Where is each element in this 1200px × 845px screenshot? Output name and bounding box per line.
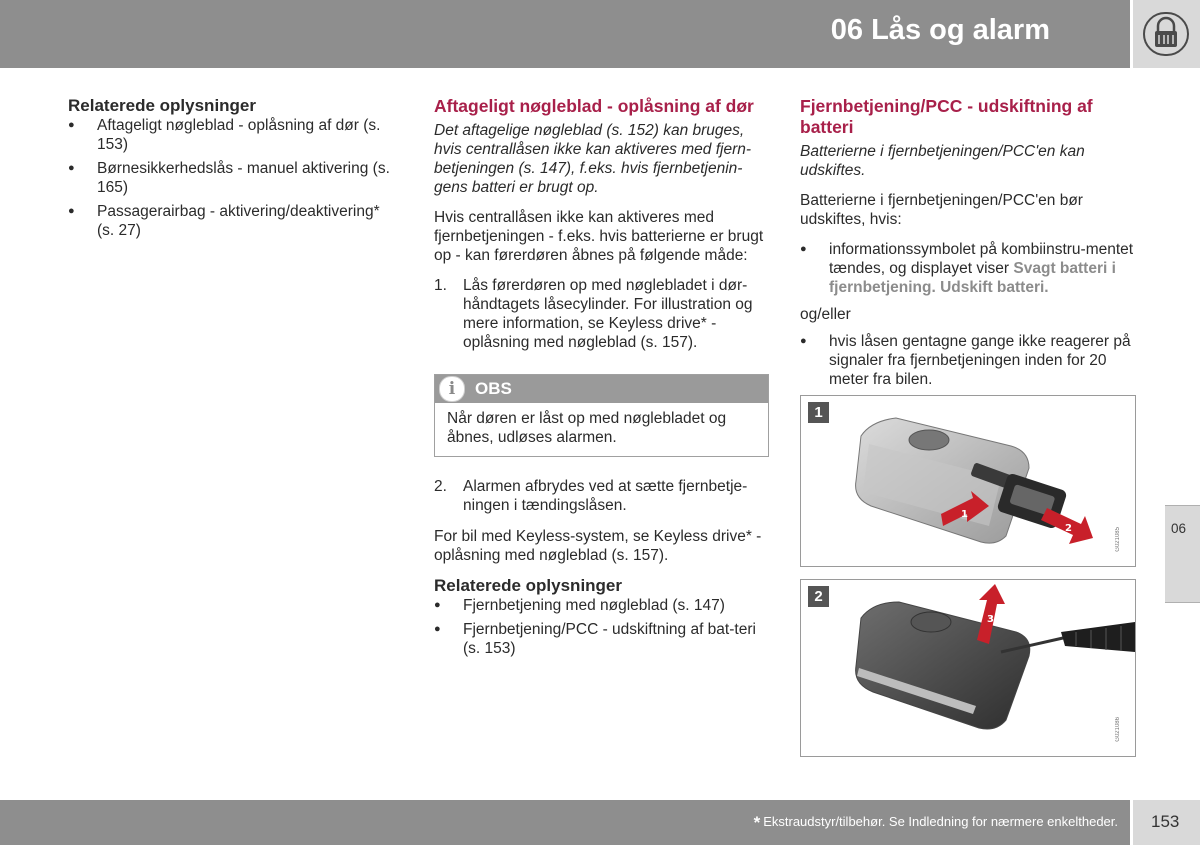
related-link[interactable]: ● Passagerairbag - aktivering/deaktivering* (s. 27) [68, 202, 398, 240]
related-link[interactable]: ● Børnesikkerhedslås - manuel aktivering (s. 165) [68, 159, 398, 197]
display-message: Svagt batteri i fjernbetjening. Udskift batteri. [829, 260, 1116, 296]
figure-code: G021086 [1115, 717, 1121, 742]
step-number: 2. [434, 478, 447, 495]
step-text: Lås førerdøren op med nøglebladet i dør-håndtagets låsecylinder. For illustration og mere information, se Keyless drive* - oplåsning med nøgleblad (s. 157). [463, 277, 753, 351]
info-icon: i [439, 376, 465, 402]
note-text: Når døren er låst op med nøglebladet og åbnes, udløses alarmen. [447, 410, 727, 446]
key-fob-screwdriver-illustration [801, 580, 1135, 756]
chapter-title: 06 Lås og alarm [830, 14, 1050, 46]
figure-open-battery-cover [800, 579, 1136, 757]
related-link[interactable]: ● Aftageligt nøgleblad - oplåsning af dør (s. 153) [68, 116, 398, 154]
figure-number: 2 [808, 586, 829, 607]
chapter-icon-box [1133, 0, 1200, 68]
and-or-text: og/eller [800, 306, 851, 323]
steps-list [434, 276, 769, 352]
arrow-label: 2 [1065, 523, 1072, 534]
figure-code: G021085 [1115, 527, 1121, 552]
arrow-label: 1 [961, 509, 968, 520]
step-item [434, 477, 769, 515]
chapter-header [0, 0, 1130, 68]
page-footer [0, 800, 1130, 845]
step-text: Alarmen afbrydes ved at sætte fjernbetje-ningen i tændingslåsen. [463, 478, 748, 514]
condition-list [800, 240, 1135, 297]
arrow-label: 3 [987, 614, 994, 625]
footnote-text: Ekstraudstyr/tilbehør. Se Indledning for nærmere enkeltheder. [763, 814, 1118, 829]
section-intro: Batterierne i fjernbetjeningen/PCC'en kan udskiftes. [800, 143, 1085, 179]
column-left [68, 96, 398, 248]
condition-item: ● hvis låsen gentagne gange ikke reagerer på signaler fra fjernbetjeningen inden for 20 meter fra bilen. [800, 332, 1135, 389]
column-right [800, 96, 1135, 397]
note-box [434, 374, 769, 457]
chapter-tab-label: 06 [1171, 521, 1187, 536]
page-number-box [1133, 800, 1200, 845]
related-link[interactable]: ● Fjernbetjening/PCC - udskiftning af bat-teri (s. 153) [434, 620, 769, 658]
related-link[interactable]: ● Fjernbetjening med nøgleblad (s. 147) [434, 596, 769, 615]
step-number: 1. [434, 277, 447, 294]
section-intro: Det aftagelige nøgleblad (s. 152) kan bruges, hvis centrallåsen ikke kan aktiveres med fjern-betjeningen (s. 147), f.eks. hvis fjernbetjenin-gens batteri er brugt op. [434, 122, 752, 196]
key-fob-illustration [801, 396, 1135, 566]
asterisk-mark: * [753, 813, 761, 832]
section-title: Fjernbetjening/PCC - udskiftning af batteri [800, 96, 1093, 137]
related-info-list [434, 596, 769, 658]
condition-list [800, 332, 1135, 389]
condition-item [800, 240, 1135, 297]
column-middle [434, 96, 769, 666]
condition-text: informationssymbolet på kombiinstru-mentet tændes, og displayet viser [829, 241, 1134, 277]
paragraph: Hvis centrallåsen ikke kan aktiveres med fjernbetjeningen - f.eks. hvis batterierne er brugt op - kan førerdøren åbnes på følgende måde: [434, 209, 764, 264]
paragraph: For bil med Keyless-system, se Keyless drive* - oplåsning med nøgleblad (s. 157). [434, 528, 762, 564]
related-info-heading: Relaterede oplysninger [68, 96, 257, 115]
page-number: 153 [1151, 812, 1180, 831]
paragraph: Batterierne i fjernbetjeningen/PCC'en bør udskiftes, hvis: [800, 192, 1083, 228]
step-item [434, 276, 769, 352]
related-info-list [68, 116, 398, 240]
section-title: Aftageligt nøgleblad - oplåsning af dør [434, 96, 754, 116]
steps-list [434, 477, 769, 515]
figure-remove-key-blade [800, 395, 1136, 567]
note-label: OBS [475, 379, 512, 398]
note-header [435, 375, 768, 403]
related-info-heading: Relaterede oplysninger [434, 576, 623, 595]
figure-number: 1 [808, 402, 829, 423]
padlock-icon [1143, 12, 1189, 56]
chapter-side-tab[interactable] [1165, 505, 1200, 603]
footnote [754, 813, 1118, 833]
